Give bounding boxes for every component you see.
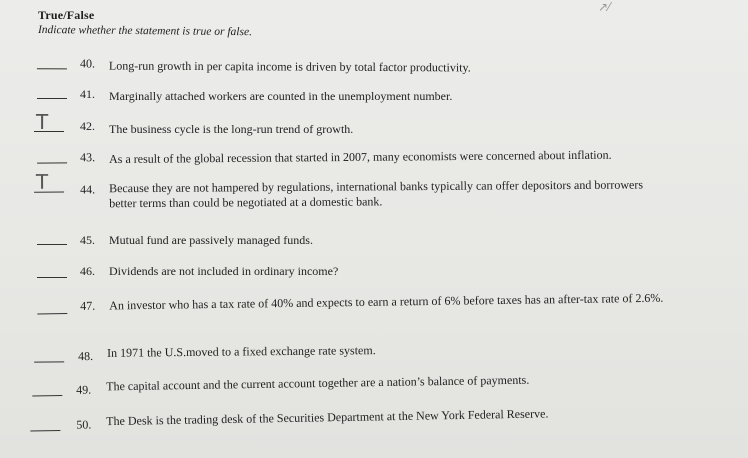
answer-blank-42[interactable] <box>34 131 64 132</box>
answer-blank-43[interactable] <box>37 162 67 163</box>
question-text: Because they are not hampered by regulations, international banks typically can offer depositors and borrowers better terms than could be negotiated at a domestic bank. <box>109 177 644 211</box>
question-50 <box>0 396 748 432</box>
question-text: As a result of the global recession that started in 2007, many economists were concerned about inflation. <box>109 147 612 167</box>
question-44 <box>0 169 748 211</box>
question-text: Dividends are not included in ordinary income? <box>109 264 339 278</box>
question-text: The Desk is the trading desk of the Securities Department at the New York Federal Reserve. <box>106 406 549 429</box>
question-number: 42. <box>80 119 95 133</box>
question-47 <box>0 280 748 313</box>
question-number: 40. <box>79 56 95 71</box>
question-text: Marginally attached workers are counted in the unemployment number. <box>109 89 453 103</box>
answer-blank-45[interactable] <box>37 244 67 245</box>
question-49 <box>0 364 748 397</box>
question-text: An investor who has a tax rate of 40% and expects to earn a return of 6% before taxes has an after-tax rate of 2.6%. <box>109 290 664 313</box>
handwritten-answer: T <box>35 169 49 194</box>
answer-blank-47[interactable] <box>37 313 67 314</box>
section-title: True/False <box>38 8 95 22</box>
answer-blank-49[interactable] <box>32 395 62 396</box>
question-number: 47. <box>80 298 96 313</box>
question-text: Mutual fund are passively managed funds. <box>109 233 313 247</box>
question-text: Long-run growth in per capita income is driven by total factor productivity. <box>108 58 471 75</box>
answer-blank-40[interactable] <box>37 68 67 69</box>
question-text: In 1971 the U.S.moved to a fixed exchange rate system. <box>106 343 376 360</box>
handwritten-answer: T <box>36 110 49 134</box>
question-number: 41. <box>80 87 95 101</box>
question-48 <box>0 339 748 364</box>
answer-blank-46[interactable] <box>37 277 67 278</box>
question-number: 46. <box>80 264 95 278</box>
question-number: 49. <box>76 382 92 397</box>
question-43 <box>0 144 748 167</box>
question-number: 48. <box>78 349 94 364</box>
section-instructions: Indicate whether the statement is true or false. <box>37 24 253 39</box>
answer-blank-50[interactable] <box>30 430 60 432</box>
question-number: 45. <box>80 233 95 247</box>
question-text: The capital account and the current account together are a nation’s balance of payments. <box>106 372 530 394</box>
answer-blank-44[interactable] <box>34 192 64 193</box>
question-text: The business cycle is the long-run trend of growth. <box>109 122 354 136</box>
question-40 <box>0 56 748 75</box>
question-number: 50. <box>76 417 92 432</box>
section-header <box>37 8 253 39</box>
answer-blank-48[interactable] <box>34 361 64 362</box>
pencil-scribble-icon: ↗⁄ <box>598 0 611 14</box>
question-number: 44. <box>80 182 96 197</box>
question-number: 43. <box>79 150 96 165</box>
answer-blank-41[interactable] <box>37 98 67 99</box>
